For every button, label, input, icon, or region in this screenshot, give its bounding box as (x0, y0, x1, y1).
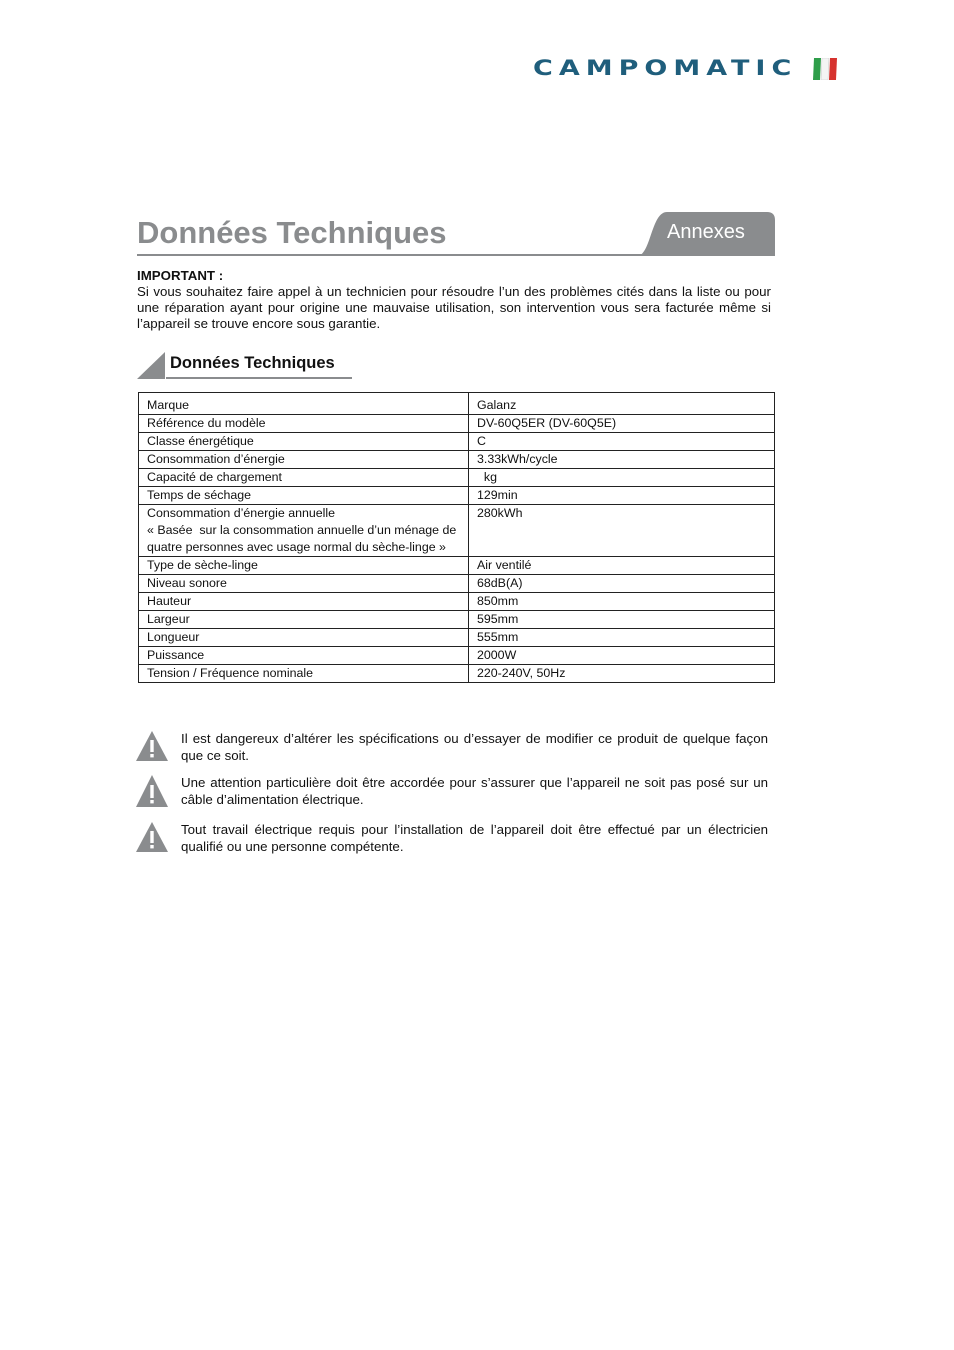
specs-table (138, 392, 775, 683)
spec-value: 555mm (469, 629, 775, 647)
spec-label: Tension / Fréquence nominale (139, 665, 469, 683)
spec-value: kg (469, 469, 775, 487)
warning-icon (135, 730, 169, 762)
warning-text: Une attention particulière doit être accordée pour s’assurer que l’appareil ne soit pas posé sur un câble d’alimentation électrique. (181, 775, 768, 807)
warning-text: Il est dangereux d’altérer les spécifications ou d’essayer de modifier ce produit de quelque façon que ce soit. (181, 731, 768, 763)
italian-flag-icon (811, 58, 838, 80)
page-title: Données Techniques (137, 215, 447, 250)
table-row (139, 415, 775, 433)
spec-label: Niveau sonore (139, 575, 469, 593)
table-row (139, 629, 775, 647)
important-notice (137, 268, 771, 332)
spec-label: Classe énergétique (139, 433, 469, 451)
specs-title-rule (166, 377, 352, 379)
table-row (139, 433, 775, 451)
section-header (137, 212, 775, 257)
specs-title: Données Techniques (170, 354, 335, 372)
warning-item (135, 774, 770, 821)
spec-label: Longueur (139, 629, 469, 647)
spec-value: Galanz (469, 393, 775, 415)
annexes-tab-label: Annexes (667, 221, 745, 243)
table-row (139, 665, 775, 683)
spec-value: C (469, 433, 775, 451)
table-row (139, 451, 775, 469)
spec-label: Capacité de chargement (139, 469, 469, 487)
warning-text: Tout travail électrique requis pour l’installation de l’appareil doit être effectué par un électricien qualifié ou une personne compétente. (181, 822, 768, 854)
specs-subheader (137, 352, 352, 380)
spec-value: 129min (469, 487, 775, 505)
spec-value: 595mm (469, 611, 775, 629)
spec-value: 3.33kWh/cycle (469, 451, 775, 469)
table-row (139, 393, 775, 415)
warning-icon (135, 821, 169, 853)
spec-value: 2000W (469, 647, 775, 665)
important-body: Si vous souhaitez faire appel à un technicien pour résoudre l’un des problèmes cités dans la liste ou pour une réparation ayant pour origine une mauvaise utilisation, son intervention vous sera facturée même si l’appareil se trouve encore sous garantie. (137, 284, 771, 331)
table-row (139, 593, 775, 611)
warning-item (135, 730, 770, 777)
brand-name: CAMPOMATIC (533, 56, 798, 81)
spec-label: Type de sèche-linge (139, 557, 469, 575)
spec-value: DV-60Q5ER (DV-60Q5E) (469, 415, 775, 433)
spec-label: Consommation d’énergie annuelle « Basée sur la consommation annuelle d’un ménage de quatre personnes avec usage normal du sèche-linge » (139, 505, 469, 557)
spec-label: Hauteur (139, 593, 469, 611)
warning-item (135, 821, 770, 868)
annexes-tab (637, 212, 775, 256)
spec-label: Marque (139, 393, 469, 415)
table-row (139, 487, 775, 505)
spec-value: 850mm (469, 593, 775, 611)
table-row (139, 611, 775, 629)
warning-icon (135, 774, 169, 808)
important-title: IMPORTANT : (137, 268, 224, 283)
table-row (139, 575, 775, 593)
spec-value: 280kWh (469, 505, 775, 557)
spec-value: 68dB(A) (469, 575, 775, 593)
table-row (139, 557, 775, 575)
warnings-list (135, 730, 770, 868)
spec-label: Consommation d’énergie (139, 451, 469, 469)
brand-logo (533, 55, 838, 83)
table-row (139, 469, 775, 487)
table-row (139, 505, 775, 557)
spec-label: Largeur (139, 611, 469, 629)
spec-value: 220-240V, 50Hz (469, 665, 775, 683)
table-row (139, 647, 775, 665)
spec-label: Référence du modèle (139, 415, 469, 433)
spec-value: Air ventilé (469, 557, 775, 575)
spec-label: Puissance (139, 647, 469, 665)
spec-label: Temps de séchage (139, 487, 469, 505)
triangle-marker-icon (137, 352, 167, 380)
